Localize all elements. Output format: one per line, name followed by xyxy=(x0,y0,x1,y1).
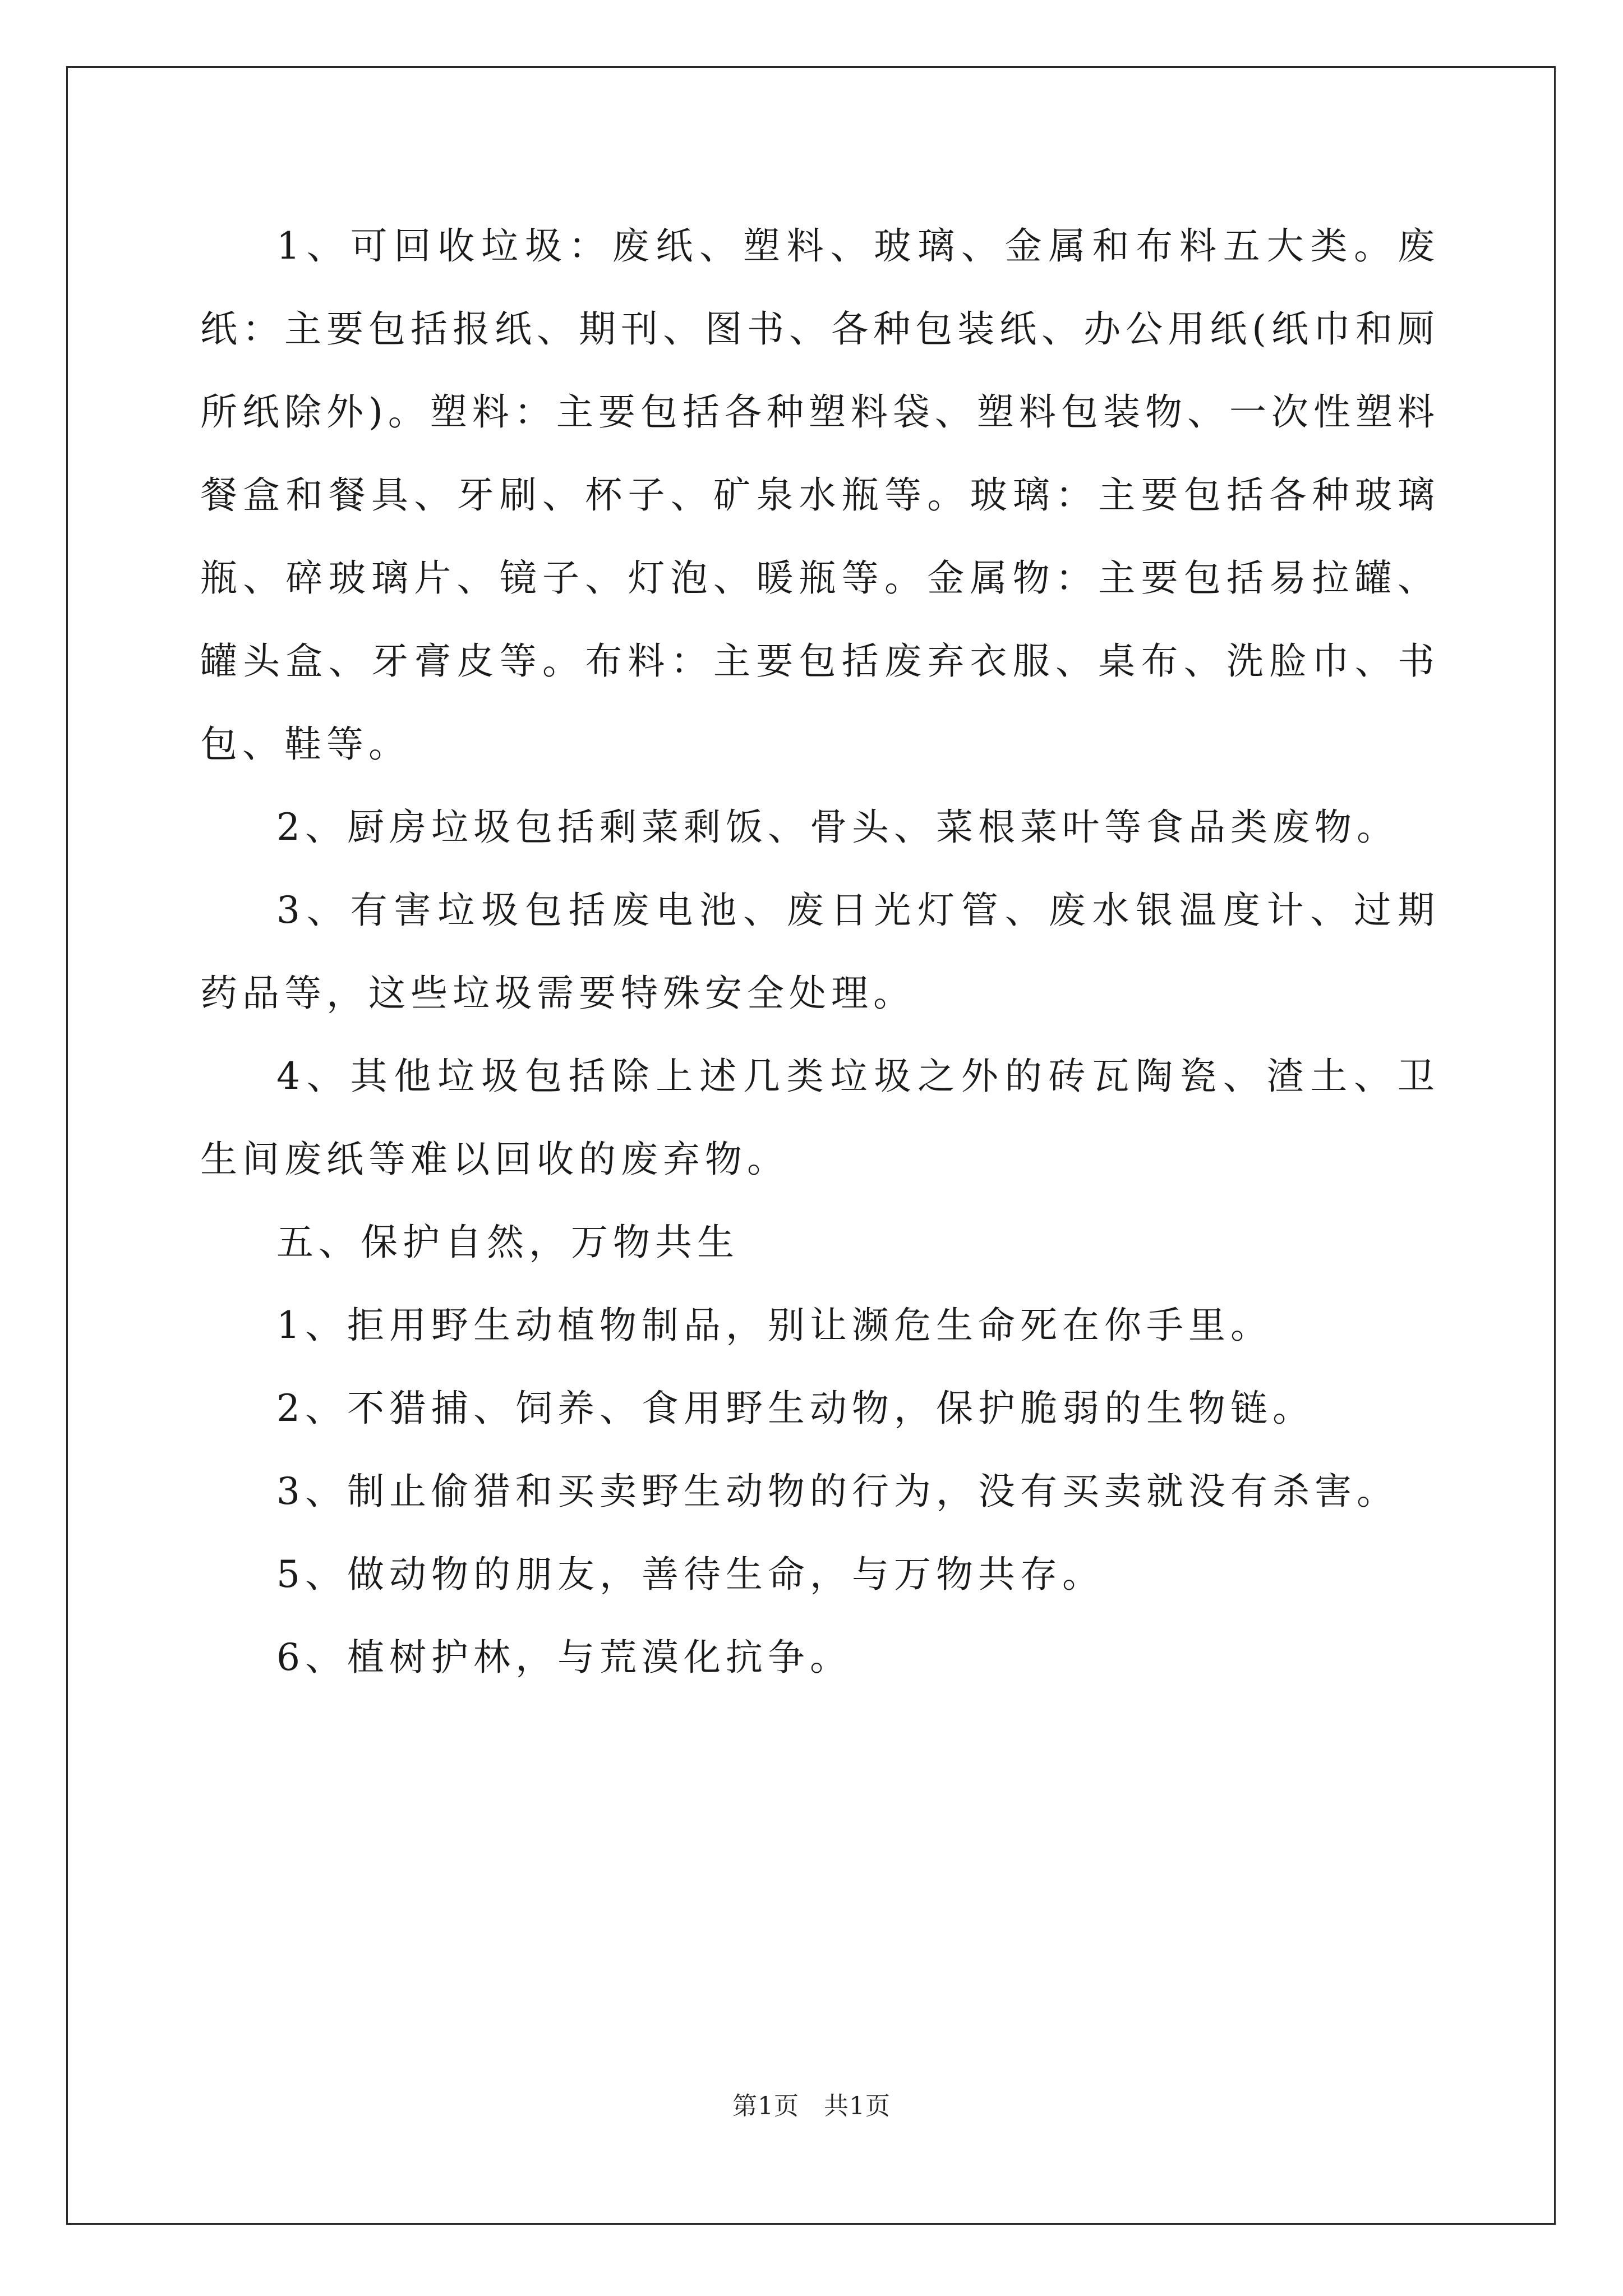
document-body xyxy=(200,205,1440,1699)
page-number-total: 共1页 xyxy=(824,2092,891,2120)
list-item: 2、不猎捕、饲养、食用野生动物，保护脆弱的生物链。 xyxy=(276,1387,1315,1430)
list-item: 1、拒用野生动植物制品，别让濒危生命死在你手里。 xyxy=(276,1304,1272,1347)
paragraph-kitchen-waste: 2、厨房垃圾包括剩菜剩饭、骨头、菜根菜叶等食品类废物。 xyxy=(276,806,1399,849)
paragraph-hazardous-waste: 3、有害垃圾包括废电池、废日光灯管、废水银温度计、过期药品等，这些垃圾需要特殊安全处理。 xyxy=(200,889,1440,1015)
paragraph-recyclable-waste: 1、可回收垃圾：废纸、塑料、玻璃、金属和布料五大类。废纸：主要包括报纸、期刊、图书、各种包装纸、办公用纸(纸巾和厕所纸除外)。塑料：主要包括各种塑料袋、塑料包装物、一次性塑料餐盒和餐具、牙刷、杯子、矿泉水瓶等。玻璃：主要包括各种玻璃瓶、碎玻璃片、镜子、灯泡、暖瓶等。金属物：主要包括易拉罐、罐头盒、牙膏皮等。布料：主要包括废弃衣服、桌布、洗脸巾、书包、鞋等。 xyxy=(200,224,1440,766)
page-number-current: 第1页 xyxy=(732,2092,799,2120)
list-item: 5、做动物的朋友，善待生命，与万物共存。 xyxy=(276,1553,1104,1596)
page-footer xyxy=(0,2086,1623,2122)
list-item: 6、植树护林，与荒漠化抗争。 xyxy=(276,1636,852,1679)
section-heading: 五、保护自然，万物共生 xyxy=(276,1221,739,1264)
paragraph-other-waste: 4、其他垃圾包括除上述几类垃圾之外的砖瓦陶瓷、渣土、卫生间废纸等难以回收的废弃物。 xyxy=(200,1055,1440,1181)
list-item: 3、制止偷猎和买卖野生动物的行为，没有买卖就没有杀害。 xyxy=(276,1470,1399,1513)
